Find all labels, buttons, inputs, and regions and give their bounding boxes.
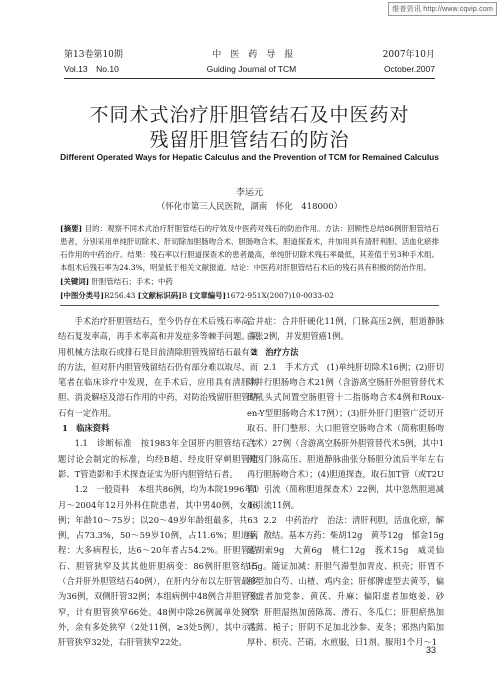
clc-value: R256.43 <box>103 291 136 300</box>
title-line-2: 残留肝胆管结石的防治 <box>149 129 350 151</box>
paragraph-tcm-treatment: 2.2 中药治疗 治法：清肝利胆，活血化瘀，解痉，散结。基本方药：柴胡12g 黄芩12g 郁金15g 延胡索9g 大黄6g 桃仁12g 莪术15g 威灵仙15g。随证加减：肝胆气滞型加青皮、枳壳；肝胃不和型加白芍、山楂、鸡内金；肝郁脾虚型去黄芩，偏气虚者加党参、黄芪、升麻；偏阳虚者加炮姜、砂仁；肝胆湿热加茵陈蒿、滑石、冬瓜仁；肝胆瘀热加青蒿、栀子；肝阴不足加北沙参、麦冬；邪热内陷加厚朴、枳壳、芒硝。水煎服，日1剂。服用1个月～1 <box>247 514 453 648</box>
keywords-label: [关键词] <box>60 277 90 286</box>
intro-paragraph: 手术治疗肝胆管结石，至今仍存在术后残石率高、结石复发率高，再手术率高和并发症多等棘手问题。采用机械方法取石或排石是目前清除胆管残留结石最有效的方法，但对肝内胆管残留结石仍有部分难以取尽。而笔者在临床诊疗中发现，在手术后，应用具有清肝利胆、消炎解痉及溶石作用的中药，对防治残留肝胆管结石有一定作用。 <box>58 316 258 418</box>
paragraph-complications: 合并症：合并肝硬化11例，门脉高压2例，胆道静脉曲张2例，并发胆管癌1例。 <box>247 316 444 342</box>
body-column-left <box>58 314 258 651</box>
header-date-zh: 2007年10月 <box>382 50 435 60</box>
body-column-right <box>247 314 453 651</box>
author-name: 李运元 <box>235 188 263 198</box>
title-line-1: 不同术式治疗肝胆管结石及中医药对 <box>89 104 410 126</box>
keywords-line <box>60 275 439 288</box>
header-volume-zh: 第13卷第10期 <box>64 50 123 60</box>
header-date-en: October.2007 <box>383 64 435 74</box>
abstract-body: 目的：观察不同术式治疗肝胆管结石的疗效及中医药对残石的防治作用。方法：回顾性总结86例肝胆管结石患者，分别采用单纯肝切除术、肝切除加胆肠吻合术、胆肠吻合术、胆道探查术，并加用具有清肝利胆、活血化瘀排石作用的中药治疗。结果：残石率以行胆道探查术的患者最高，单纯肝切除术残石率最低，其差值于另3种手术组。本组术后残石率为24.3%，明显低于相关文献报道。结论：中医药对肝胆管结石术后的残石具有积极的防治作用。 <box>60 224 439 272</box>
keywords-value: 肝胆管结石；手术；中药 <box>91 277 173 286</box>
abstract-text <box>60 222 439 274</box>
journal-header <box>64 48 435 76</box>
paper-title-en: Different Operated Ways for Hepatic Calculus and the Prevention of TCM for Remained Calculus <box>60 152 439 162</box>
header-volume-en: Vol.13 No.10 <box>64 64 119 74</box>
paragraph-surgical-methods: 2.1 手术方式 (1)单纯肝切除术16例；(2)肝切除并行胆肠吻合术21例（含游离空肠肝外胆管替代术即吼头式间置空肠胆管十二指肠吻合术4例和Roux-en-Y型胆肠吻合术17例）；(3)肝外肝门胆管广泛切开取石、肝门整形、大口胆管空肠吻合术（简称胆肠吻合术）27例（含游离空肠肝外胆管替代术5例，其中1例因门脉高压、胆道静脉曲张分肠胆分流后半年左右再行胆肠吻合术）；(4)胆道探查，取石加T管（或T2U管）引流（简称胆道探查术）22例，其中忽然胆道减压引流11例。 <box>247 361 444 510</box>
watermark-logo: 维普资讯 http://www.cqvip.com <box>388 2 497 16</box>
header-journal-en: Guiding Journal of TCM <box>206 64 297 74</box>
doc-code-label: [文献标识码] <box>137 291 182 300</box>
section-heading-treatment: 2 治疗方法 <box>251 346 299 357</box>
paragraph-diagnostic-criteria: 1.1 诊断标准 按1983年全国肝内胆管结石专题讨论会制定的标准，均经B超、经皮肝穿刺胆管造影、T管造影和手术探查证实为肝内胆管结石者。 <box>58 438 258 479</box>
header-divider <box>64 78 435 79</box>
classification-line <box>60 289 439 302</box>
doc-code-value: B <box>181 291 188 300</box>
paragraph-general-data: 1.2 一般资料 本组共86例，均为本院1996年1月～2004年12月外科住院患者，其中男40例，女46例；年龄10～75岁；以20～49岁年龄组最多，共63例，占73.3%，50～59岁10例，占11.6%；胆道病程：大多病程长，达6～20年者占54.2%。肝胆管结石、胆管狭窄及其其他肝胆病变：86例肝胆管结石（合并肝外胆管结石40例），在肝内分布以左肝管最多为36例，双侧肝管32例；本组病例中48例合并胆管狭窄，计有胆管狭窄66处。48例中除26例属单处狭窄外，余有多处狭窄（2处11例，≥3处5例），其中示左肝管狭窄32处，右肝管狭窄22处。 <box>58 484 258 648</box>
page-number: 33 <box>425 645 436 655</box>
header-journal-zh: 中 医 药 导 报 <box>212 50 294 60</box>
article-no-label: [文章编号] <box>189 291 227 300</box>
author-affiliation: （怀化市第三人民医院，湖南 怀化 418000） <box>156 202 343 212</box>
abstract-block <box>60 222 439 302</box>
section-heading-clinical-data: 1 临床资料 <box>62 423 110 434</box>
paper-title-zh <box>0 103 499 153</box>
abstract-label: [摘要] <box>60 224 83 233</box>
article-no-value: 1672-951X(2007)10-0033-02 <box>226 291 334 300</box>
abstract-divider <box>60 305 439 306</box>
clc-label: [中图分类号] <box>60 291 104 300</box>
